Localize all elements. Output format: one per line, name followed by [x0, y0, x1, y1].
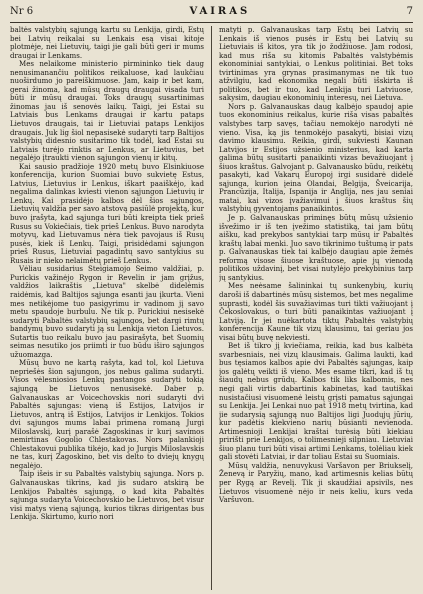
paragraph: Nors p. Galvanauskas daug kalbėjo spaudoj apie tuos ekonominius reikalus, kurie riša visas pabaltės valstybes tarp savęs, tačiau nemokėjo narodyti nė vieno. Visa, ką jis tenmokėjo pasakyti, bisiai vizų davimo klausimu. Reikia, girdi, sukviesti Kaunan Latvijos ir Estijos užsienio ministerius, kad karta galima būtų susitarti panaikinti vizas bevažiuojant į šiuos kraštus. Galvojant p. Galvanausko būdu, reikėtų pasakyti, kad Vakarų Europoj irgi susidarė didelė sąjunga, kurion įeina Olandai, Belgija, Šveicarija, Prancūzija, Italija, Ispanija ir Anglija, nes jau seniai matai, kai vizos įvažiavimui į šiuos kraštus šių valstybių gyventojams panaikintos. — [219, 101, 413, 214]
paragraph: Mes nelaikome ministerio pirmininko tiek daug nenusimanančiu politikos reikaluose, kad laukčiau nuoširdumo jo pareiškimuose. Jam, kaip ir bet kam, gerai žinoma, kad mūsų draugų draugai visada turi būti ir mūsų draugai. Toks draugų susartinimas žinomas jau iš senovės laikų. Taigi, jei Estai su Latviais bus Lenkams draugai ir kartu pataps Lietuvos draugais, tai ir Lietuviai pataps Lenkijos draugais. Juk lig šiol nepasisekė sudaryti tarp Baltijos valstybių didesnio susitarimo tik todėl, kad Estai su Latviais turėjo rinktis ar Lenkus, ar Lietuvius, bet negalėjo įtraukti vienon sąjungon vienų ir kitų. — [10, 59, 204, 163]
paragraph: Vėliau susidarius Steigiamojo Seimo valdžiai, p. Purickis važinėjo Rygon ir Revelin ir jam grįžus, valdžios laikraštis „Lietuva" skelbė didelėmis raidėmis, kad Baltijos sąjunga esanti jau įkurta. Vieni mes netikėjome tuo pasigyrimu ir vadinom jį savo metu spaudoje burbulu. Ne tik p. Purickiui nesisekė sudaryti Pabaltės valstybių sąjungos, bet dargi rimtų bandymų buvo sudaryti ją su Lenkija vieton Lietuvos. Sutartis tuo reikalu buvo jau pasirašyta, bet Suomių seimas nesutiko jos priimti ir tuo būdu iširo sąjungos užuomazga. — [10, 264, 204, 359]
issue-number: Nr 6 — [10, 6, 34, 17]
journal-title: VAIRAS — [189, 6, 251, 17]
column-divider — [211, 26, 212, 590]
paragraph: Je p. Galvanauskas priminęs būtų mūsų užsienio išvežimo ir iš ten įvežimo statistiką, tai jam būtų aišku, kad prekybos santykiai tarp mūsų ir Pabaltės kraštų labai menki. Juo savo tikrinimo tuštumą ir pats p. Galvanauskas tiek tai kalbėjo daugiau apie žemės reformą visose šiuose kraštuose, apie jų vienodą politikos uždavinį, bet visai nutylėjo prekybinius tarp jų santykius. — [219, 213, 413, 282]
paragraph: Kai sausio pradžioje 1920 metų buvo Elsinkiuose konferencija, kurion Suomiai buvo sukvietę Estus, Latvius, Lietuvius ir Lenkus, iškart paaiškėjo, kad negalima dalinkas kviesti vienon sąjungon Lietuvių ir Lenkų. Kai prasidėjo kalbos dėl šios sąjungos, Lietuvių valdžia per savo atstovą pasiūlė projektą, kur buvo įrašyta, kad sąjunga turi būti kreipta tiek prieš Rusus su Vokiečiais, tiek prieš Lenkus. Buvo narodyta motyvų, kad Lietuvamus nėra tiek pavojaus iš Rusų pusės, kiek iš Lenkų. Taigi, prisidėdami sąjungon prieš Rusus, Lietuviai pagadintų savo santykius su Rusais ir nieko nelaimėtų prieš Lenkus. — [10, 161, 204, 265]
right-column — [219, 26, 413, 590]
left-column — [10, 26, 204, 590]
paragraph: baltės valstybių sąjungą kartu su Lenkija, girdi, Estų bei Latvių reikalai su Lenkais esą visai kitoje plotmėje, nei Lietuvių, taigi jie gali būti geri ir mums draugai ir Lenkams. — [10, 26, 204, 60]
paragraph: Bet iš tikro jį kviečiama, reikia, kad bus kalbėta svarbesniais, nei vizų klausimais. Galima laukti, kad bus tęsiamos kalbos apie dvi Pabaltės sąjungas, kaip jos galėtų veikti iš vieno. Mes esame tikri, kad iš tų šiaudų nebus grūdų. Kalbos tik liks kalbomis, nes negi gali virtis dabartinis kabinetas, kad tautiškai nusistačiusi visuomenė leistų grįsti pamatus sąjungai su Lenkija. Jei Lenkai nuo pat 1918 metų tvirtina, kad jie sudarysią sąjungą nuo Baltijos ligi Juodųjų jūrių, kur padėtis kiekvieno narių būsianti nevienoda. Artimesnioji Lenkijai kraštai turėsią būti kiekiau pririšti prie Lenkijos, o tolimesnieji silpniau. Lietuviai šiuo planu turi būti visai artimi Lenkams, tolėliau kiek gali stovėti Latviai, ir dar toliau Estai su Suomiais. — [219, 341, 413, 462]
text-columns — [10, 26, 413, 590]
page-header — [10, 6, 413, 23]
paragraph: Mūsų buvo ne kartą rašyta, kad tol, kol Lietuva nepriešės šion sąjungon, jos nebus galima sudaryti. Visos vėlesniosios Lenkų pastangos sudaryti tokią sąjungą be Lietuvos nenusisekė. Daber p. Galvanauskas ar Voicechovskis nori sudaryti dvi Pabaltės sąjungas: vieną iš Estijos, Latvijos ir Lietuvos, antrą iš Estijos, Latvijos ir Lenkijos. Tokios dvi sąjungos mums labai primena romaną Jurgi Miloslavskį, kurį parašė Zagoskinas ir kurį savimos nemirtinas Gogolio Chlestakovas. Nors palankioji Chlestakovui publika tikėjo, kad jo Jurgis Miloslavskis ne tas, kurį Zagoskino, bet vis delto to dviejų knygų negalėjo. — [10, 358, 204, 470]
paragraph: Mūsų valdžia, nenuvykusi Varšavon per Briukselį, Ženevą ir Paryžių, mano, kad artimesnis kelias būtų per Rygą ar Revelį. Tik ji skaudžiai apsivils, nes Lietuvos visuomenė nėjo ir neis keliu, kurs veda Varšuvon. — [219, 460, 413, 505]
paragraph: Taip išeis ir su Pabaltės valstybių sąjunga. Nors p. Galvanauskas tikrins, kad jis sudaro atskirą be Lenkijos Pabaltės sąjungą, o kad kita Pabaltės sąjunga sudaryta Voicechovskio be Lietuvos, bet visur visi matys vieną sąjungą, kurios tikras dirigentas bus Lenkija. Skirtumo, kurio nori — [10, 469, 204, 522]
page-number: 7 — [406, 6, 413, 17]
paragraph: Mes neėsame šalininkai tų sunkenybių, kurių daroši iš dabartinės mūsų sistemos, bet mes negalime suprasti, kodėl šis suvažiavimas turi tikti važiuojant į Čekoslovakus, o turi būti panaikintas važiuojant į Latviją. Ir jei nuėkartota tiktų Pabaltės valstybių konferencija Kaune tik vizų klausimu, tai geriau jos visai būtų buvę nekviesti. — [219, 281, 413, 342]
paragraph: matyti p. Galvanauskas tarp Estų bei Latvių su Lenkais iš vienos pusės ir Estų bei Latvių su Lietuviais iš kitos, yra tik jo žodžiuose. Jam rodosi, kad mus riša su kitomis Pabaltės valstybėmis ekonominiai santykiai, o Lenkus politiniai. Bet toks tvirtinimas yra grynas prasimanymas ne tik tuo atžvilgiu, kad ekonomika negali būti išskirta iš politikos, bet ir tuo, kad Lenkija turi Latviuose, sakysim, daugiau ekonominių interesų, nei Lietuva. — [219, 26, 413, 103]
